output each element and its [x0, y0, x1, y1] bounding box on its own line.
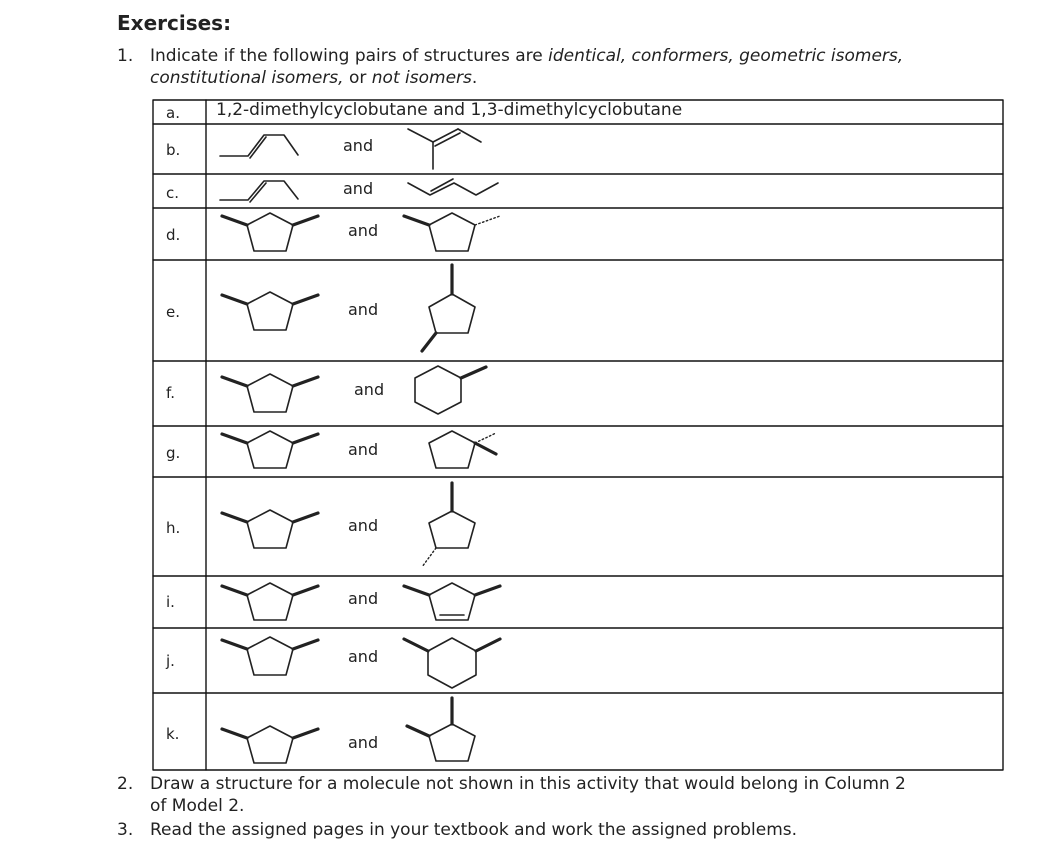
- row-label-b: b.: [166, 141, 181, 159]
- row-label-j: j.: [166, 652, 175, 670]
- question-1-italic-3: not isomers: [371, 68, 472, 88]
- structure-g-left: [222, 431, 318, 468]
- structure-f-left: [222, 374, 318, 412]
- and-b: and: [343, 136, 374, 155]
- row-label-g: g.: [166, 444, 181, 462]
- table-grid: [153, 100, 1003, 770]
- and-k: and: [348, 733, 379, 752]
- question-1-italic-1: identical, conformers, geometric isomers,: [548, 46, 904, 66]
- structure-c-left: [220, 181, 298, 202]
- structure-j-left: [222, 637, 318, 675]
- question-1: [117, 45, 903, 89]
- structure-k-right: [407, 698, 475, 761]
- row-label-k: k.: [166, 725, 180, 743]
- question-1-or: or: [343, 68, 372, 88]
- row-label-d: d.: [166, 226, 181, 244]
- question-3: [117, 820, 797, 840]
- row-label-c: c.: [166, 184, 180, 202]
- row-label-f: f.: [166, 384, 175, 402]
- question-3-text: Read the assigned pages in your textbook and work the assigned problems.: [150, 820, 798, 840]
- structure-j-right: [404, 638, 500, 688]
- question-2-number: 2.: [117, 774, 134, 794]
- structure-f-right: [415, 366, 486, 414]
- exercises-heading: Exercises:: [117, 11, 232, 35]
- structure-g-right: [429, 431, 496, 468]
- question-1-italic-2: constitutional isomers,: [150, 68, 344, 88]
- question-1-text: Indicate if the following pairs of structures are: [150, 46, 549, 66]
- and-c: and: [343, 179, 374, 198]
- and-f: and: [354, 380, 385, 399]
- structure-k-left: [222, 726, 318, 763]
- and-g: and: [348, 440, 379, 459]
- structure-i-left: [222, 583, 318, 620]
- structure-h-right: [422, 483, 475, 567]
- row-label-a: a.: [166, 104, 180, 122]
- question-1-period: .: [471, 68, 478, 88]
- structure-i-right: [404, 583, 500, 620]
- structure-b-right: [408, 129, 481, 169]
- question-3-number: 3.: [117, 820, 134, 840]
- structure-h-left: [222, 510, 318, 548]
- structure-e-left: [222, 292, 318, 330]
- row-label-h: h.: [166, 519, 181, 537]
- row-label-e: e.: [166, 303, 180, 321]
- and-h: and: [348, 516, 379, 535]
- structure-b-left: [220, 135, 298, 158]
- and-d: and: [348, 221, 379, 240]
- question-2: [117, 773, 906, 817]
- structure-e-right: [422, 265, 475, 351]
- question-2-line-1: Draw a structure for a molecule not shown in this activity that would belong in Column 2: [150, 774, 906, 794]
- question-2-line-2: of Model 2.: [150, 796, 245, 816]
- row-label-i: i.: [166, 593, 175, 611]
- structure-c-right: [408, 179, 498, 195]
- and-i: and: [348, 589, 379, 608]
- exercise-table: [152, 99, 1004, 771]
- structure-d-left: [222, 213, 318, 251]
- and-e: and: [348, 300, 379, 319]
- question-1-number: 1.: [117, 46, 134, 66]
- row-a-text: 1,2-dimethylcyclobutane and 1,3-dimethylcyclobutane: [216, 100, 683, 120]
- and-j: and: [348, 647, 379, 666]
- structure-d-right: [404, 213, 500, 251]
